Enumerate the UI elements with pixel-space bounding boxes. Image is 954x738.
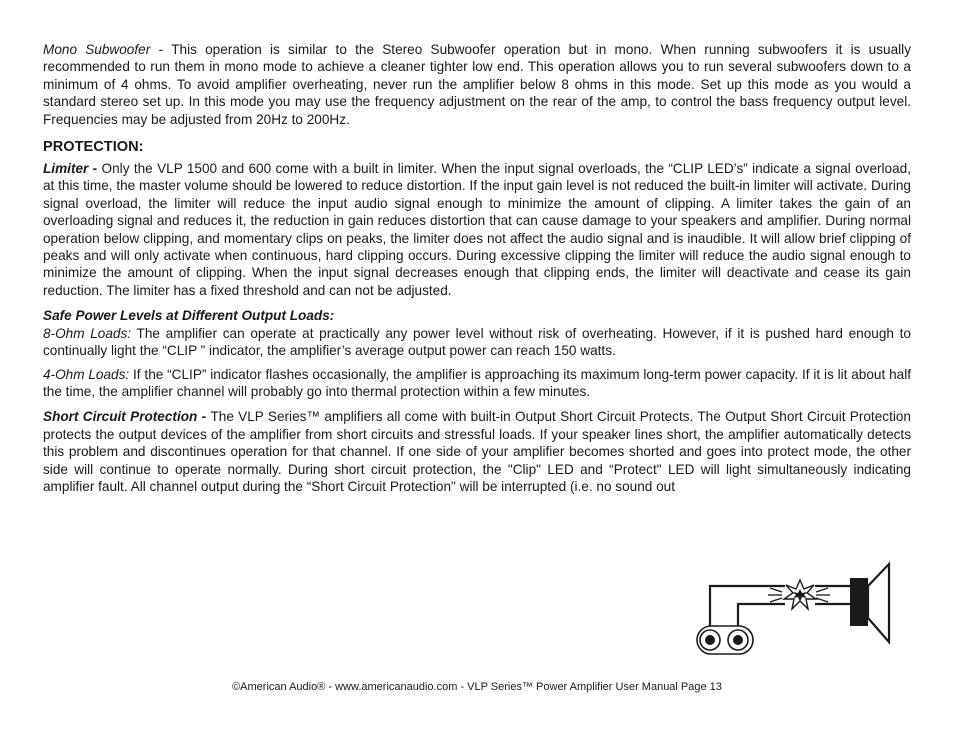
short-circuit-text: The VLP Series™ amplifiers all come with built-in Output Short Circuit Protects. The Output Short Circuit Protection protects the output devices of the amplifier from short circuits and stressful loads. If your speaker lines short, the amplifier automatically detects this problem and discontinues operation for that channel. If one side of your amplifier becomes shorted and goes into protect mode, the other side will continue to operate normally. During short circuit protection, the "Clip" LED and “Protect" LED will light simultaneously indicating amplifier fault. All channel output during the “Short Circuit Protection" will be interrupted (i.e. no sound out bbox=[43, 409, 911, 494]
mono-subwoofer-paragraph bbox=[43, 41, 911, 128]
speaker-icon bbox=[850, 564, 889, 642]
four-ohm-text: If the “CLIP” indicator flashes occasionally, the amplifier is approaching its maximum long-term power capacity. If it is lit about half the time, the amplifier channel will probably go into thermal protection within a few minutes. bbox=[43, 366, 912, 399]
protection-heading: PROTECTION: bbox=[43, 139, 144, 156]
eight-ohm-paragraph bbox=[43, 325, 911, 360]
short-circuit-paragraph bbox=[43, 408, 911, 495]
safe-power-heading: Safe Power Levels at Different Output Loads: bbox=[43, 308, 335, 324]
short-circuit-term: Short Circuit Protection - bbox=[43, 409, 211, 425]
binding-post-icon bbox=[697, 626, 753, 654]
limiter-term: Limiter - bbox=[43, 161, 102, 177]
mono-subwoofer-text: This operation is similar to the Stereo Subwoofer operation but in mono. When running subwoofers it is usually recommended to run them in mono mode to achieve a cleaner tighter low end. This operation allows you to run several subwoofers down to a minimum of 4 ohms. To avoid amplifier overheating, never run the amplifier below 8 ohms in this mode. Set up this mode as you would a standard stereo set up. In this mode you may use the frequency adjustment on the rear of the amp, to control the bass frequency output level. Frequencies may be adjusted from 20Hz to 200Hz. bbox=[43, 42, 911, 127]
limiter-text: Only the VLP 1500 and 600 come with a built in limiter. When the input signal overloads, the “CLIP LED’s” indicate a signal overload, at this time, the master volume should be lowered to reduce distortion. If the input gain level is not reduced the built-in limiter will activate. During signal overload, the limiter will reduce the input audio signal enough to minimize the amount of clipping. A limiter takes the gain of an overloading signal and reduces it, the reduction in gain reduces distortion that can cause damage to your speakers and amplifier. During normal operation below clipping, and momentary clips on peaks, the limiter does not affect the audio signal and is inaudible. It will allow brief clipping of peaks and will only activate when continuous, hard clipping occurs. During excessive clipping the limiter will reduce the audio signal enough to minimize the amount of clipping. When the input signal decreases enough that clipping ends, the limiter will deactivate and cease its gain reduction. The limiter has a fixed threshold and can not be adjusted. bbox=[43, 161, 912, 298]
eight-ohm-text: The amplifier can operate at practically any power level without risk of overheating. However, if it is pushed hard enough to continually light the “CLIP ” indicator, the amplifier’s average output power can reach 150 watts. bbox=[43, 325, 911, 359]
manual-page-body bbox=[43, 41, 911, 495]
limiter-paragraph bbox=[43, 160, 911, 299]
short-circuit-diagram bbox=[690, 560, 900, 660]
four-ohm-paragraph bbox=[43, 366, 911, 401]
four-ohm-term: 4-Ohm Loads: bbox=[43, 366, 130, 382]
eight-ohm-term: 8-Ohm Loads: bbox=[43, 325, 132, 341]
mono-subwoofer-term: Mono Subwoofer - bbox=[43, 42, 172, 57]
page-footer: ©American Audio® - www.americanaudio.com - VLP Series™ Power Amplifier User Manual Page 13 bbox=[232, 681, 722, 693]
